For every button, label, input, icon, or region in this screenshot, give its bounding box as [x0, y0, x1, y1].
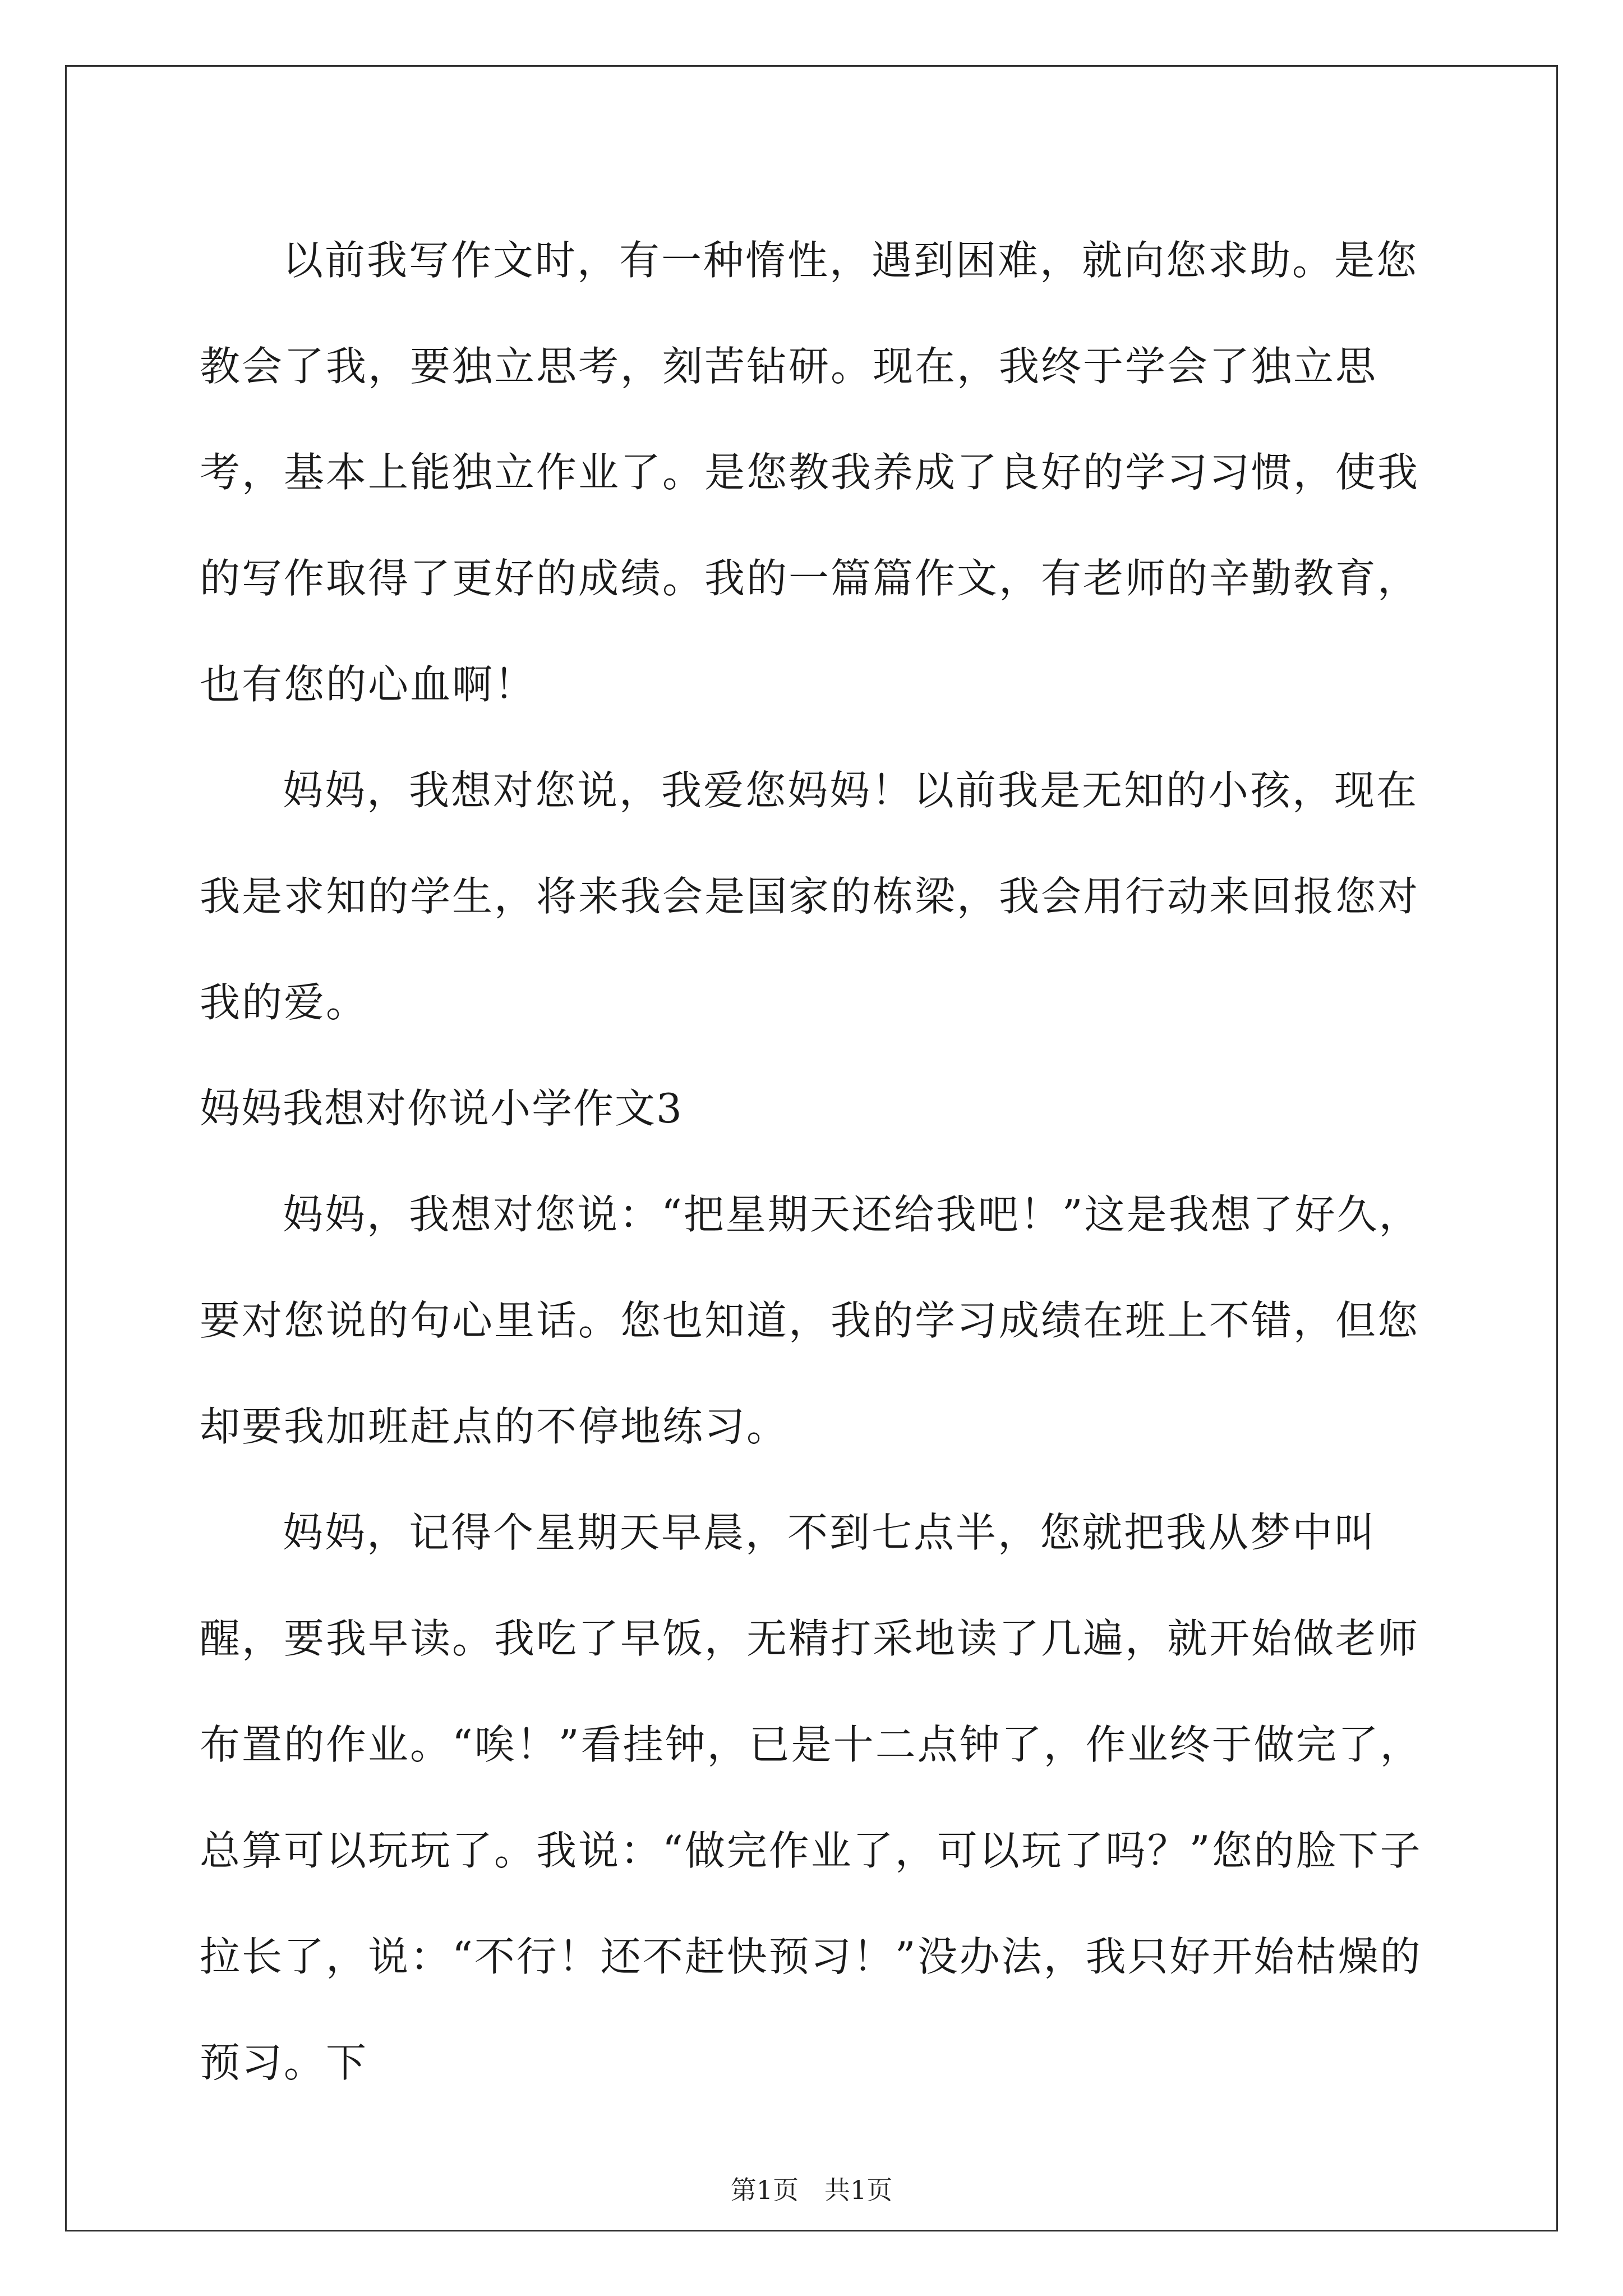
page-footer: 第1页 共1页	[730, 2175, 893, 2205]
paragraph-3: 妈妈，我想对您说：“把星期天还给我吧！”这是我想了好久，要对您说的句心里话。您也知道，我的学习成绩在班上不错，但您却要我加班赶点的不停地练习。	[200, 1191, 1421, 1450]
paragraph-2: 妈妈，我想对您说，我爱您妈妈！以前我是无知的小孩，现在我是求知的学生，将来我会是国家的栋梁，我会用行动来回报您对我的爱。	[200, 767, 1420, 1026]
paragraph-4: 妈妈，记得个星期天早晨，不到七点半，您就把我从梦中叫醒，要我早读。我吃了早饭，无精打采地读了几遍，就开始做老师布置的作业。“唉！”看挂钟，已是十二点钟了，作业终于做完了，总算可以玩玩了。我说：“做完作业了，可以玩了吗？”您的脸下子拉长了，说：“不行！还不赶快预习！”没办法，我只好开始枯燥的预习。下	[200, 1509, 1422, 2086]
document-body	[200, 208, 1433, 2116]
section-heading: 妈妈我想对你说小学作文3	[200, 1085, 683, 1132]
paragraph-1: 以前我写作文时，有一种惰性，遇到困难，就向您求助。是您教会了我，要独立思考，刻苦钻研。现在，我终于学会了独立思考，基本上能独立作业了。是您教我养成了良好的学习习惯，使我的写作取得了更好的成绩。我的一篇篇作文，有老师的辛勤教育，也有您的心血啊！	[200, 237, 1420, 708]
